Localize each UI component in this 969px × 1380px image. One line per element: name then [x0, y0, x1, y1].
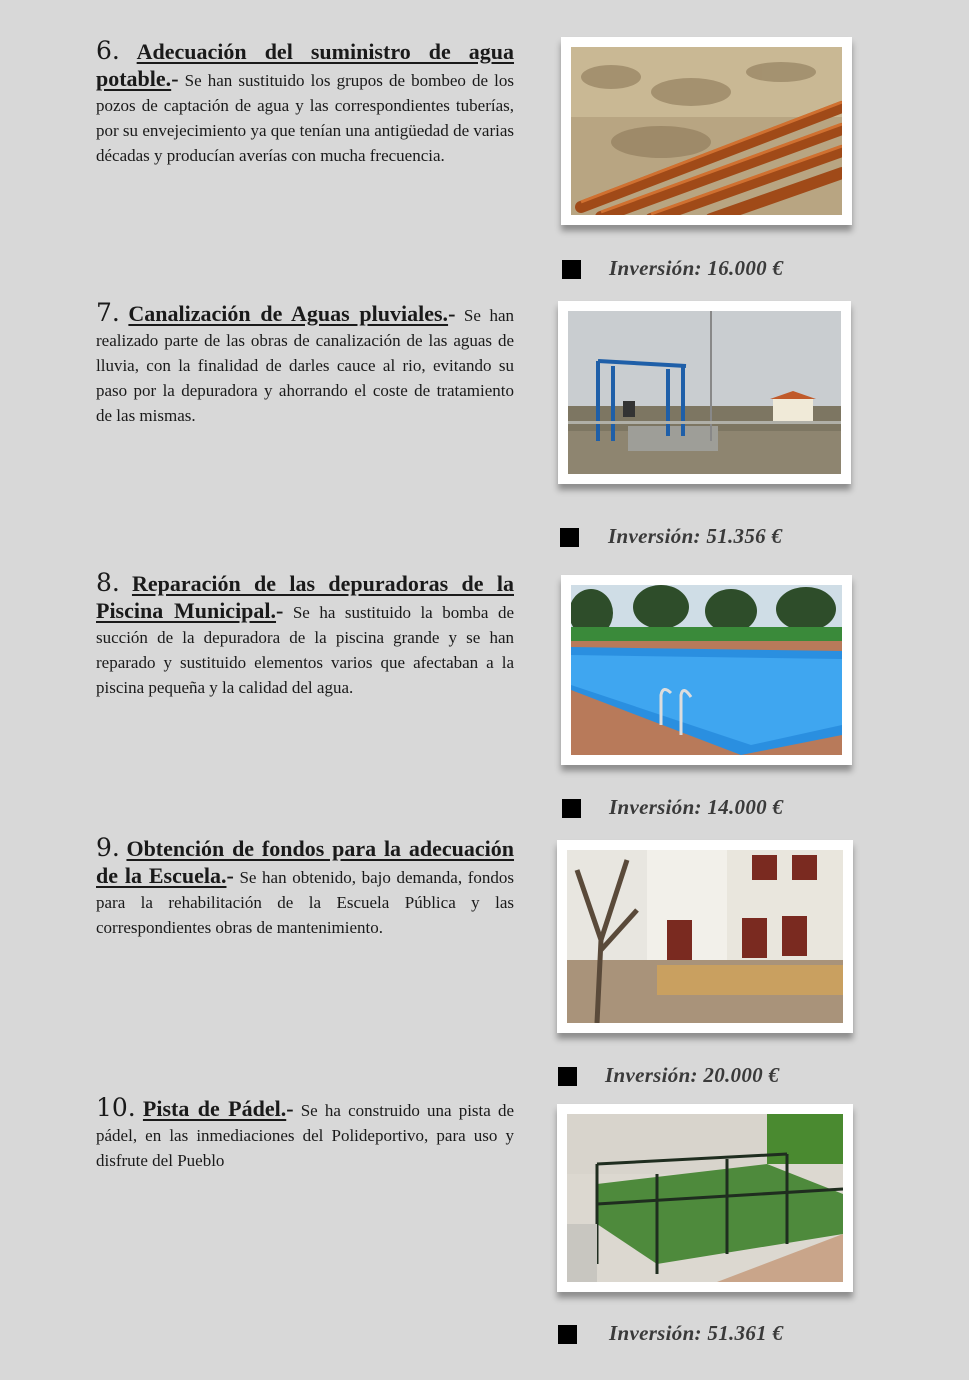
- bullet-square: [562, 799, 581, 818]
- investment-label: Inversión: 16.000 €: [609, 256, 784, 280]
- item-body: Se han obtenido, bajo demanda, fondos para la rehabilitación de la Escuela Pública y las correspondientes obras de mantenimiento.: [96, 868, 514, 937]
- investment-label: Inversión: 51.361 €: [609, 1321, 784, 1345]
- treatment-plant-photo: [558, 301, 851, 484]
- school-building-photo: [557, 840, 853, 1033]
- item-title: Adecuación del suministro de agua potable.: [96, 39, 515, 91]
- item-number: 7.: [96, 298, 120, 327]
- item-body: Se han realizado parte de las obras de canalización de las aguas de lluvia, con la finalidad de darles cauce al rio, evitando su paso por la depuradora y ahorrando el coste de tratamiento de las mismas.: [96, 306, 514, 425]
- item-dash: -: [171, 66, 179, 91]
- item-9-text: [96, 835, 514, 940]
- investment-label: Inversión: 20.000 €: [605, 1063, 780, 1087]
- item-title: Reparación de las depuradoras de la Piscina Municipal.: [96, 571, 514, 623]
- item-dash: -: [286, 1096, 294, 1121]
- padel-court-photo: [557, 1104, 853, 1292]
- item-body: Se han sustituido los grupos de bombeo de los pozos de captación de agua y las correspondientes tuberías, por su envejecimiento ya que tenían una antigüedad de varias décadas y producían averías con mucha frecuencia.: [96, 71, 515, 165]
- bullet-square: [562, 260, 581, 279]
- item-7-text: [96, 300, 514, 428]
- item-6-text: [96, 38, 514, 168]
- item-body: Se ha construido una pista de pádel, en las inmediaciones del Polideportivo, para uso y disfrute del Pueblo: [96, 1101, 515, 1170]
- item-10-text: [96, 1095, 514, 1173]
- item-number: 6.: [96, 36, 120, 65]
- investment-label: Inversión: 51.356 €: [608, 524, 783, 548]
- item-number: 8.: [96, 568, 120, 597]
- swimming-pool-photo: [561, 575, 852, 765]
- rusty-pipes-photo: [561, 37, 852, 225]
- item-body: Se ha sustituido la bomba de succión de la depuradora de la piscina grande y se han reparado y sustituido elementos varios que afectaban a la piscina pequeña y la calidad del agua.: [96, 603, 514, 697]
- bullet-square: [558, 1067, 577, 1086]
- item-title: Canalización de Aguas pluviales.: [128, 301, 449, 326]
- item-number: 10.: [96, 1093, 136, 1122]
- investment-label: Inversión: 14.000 €: [609, 795, 784, 819]
- item-dash: -: [448, 301, 456, 326]
- item-title: Pista de Pádel.: [142, 1096, 287, 1121]
- item-8-text: [96, 570, 514, 700]
- item-dash: -: [276, 598, 284, 623]
- item-title: Obtención de fondos para la adecuación de la Escuela.: [96, 836, 515, 888]
- bullet-square: [560, 528, 579, 547]
- item-number: 9.: [96, 833, 120, 862]
- item-dash: -: [226, 863, 234, 888]
- bullet-square: [558, 1325, 577, 1344]
